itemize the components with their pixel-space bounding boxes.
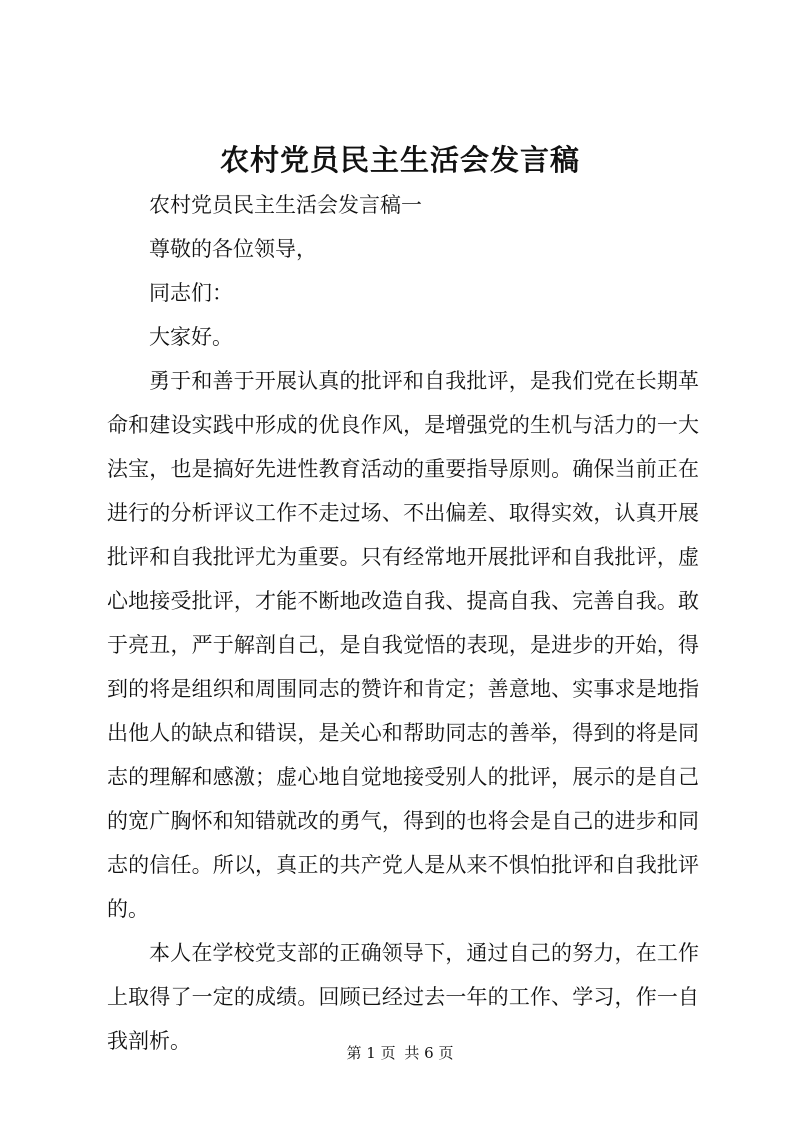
body-paragraph-self-review: 本人在学校党支部的正确领导下，通过自己的努力，在工作上取得了一定的成绩。回顾已经过去一年的工作、学习，作一自我剖析。 xyxy=(107,941,699,1053)
document-body xyxy=(107,183,699,1063)
subtitle-paragraph: 农村党员民主生活会发言稿一 xyxy=(149,193,422,217)
page-total: 共 6 页 xyxy=(404,1044,454,1062)
salutation-leaders: 尊敬的各位领导， xyxy=(149,237,317,261)
salutation-comrades: 同志们： xyxy=(149,281,233,305)
page-footer xyxy=(0,1043,800,1063)
body-paragraph-criticism: 勇于和善于开展认真的批评和自我批评，是我们党在长期革命和建设实践中形成的优良作风，是增强党的生机与活力的一大法宝，也是搞好先进性教育活动的重要指导原则。确保当前正在进行的分析评议工作不走过场、不出偏差、取得实效，认真开展批评和自我批评尤为重要。只有经常地开展批评和自我批评，虚心地接受批评，才能不断地改造自我、提高自我、完善自我。敢于亮丑，严于解剖自己，是自我觉悟的表现，是进步的开始，得到的将是组织和周围同志的赞许和肯定；善意地、实事求是地指出他人的缺点和错误，是关心和帮助同志的善举，得到的将是同志的理解和感激；虚心地自觉地接受别人的批评，展示的是自己的宽广胸怀和知错就改的勇气，得到的也将会是自己的进步和同志的信任。所以，真正的共产党人是从来不惧怕批评和自我批评的。 xyxy=(107,369,699,921)
page-number: 第 1 页 xyxy=(346,1044,396,1062)
document-title: 农村党员民主生活会发言稿 xyxy=(219,143,580,177)
greeting-paragraph: 大家好。 xyxy=(149,325,233,349)
